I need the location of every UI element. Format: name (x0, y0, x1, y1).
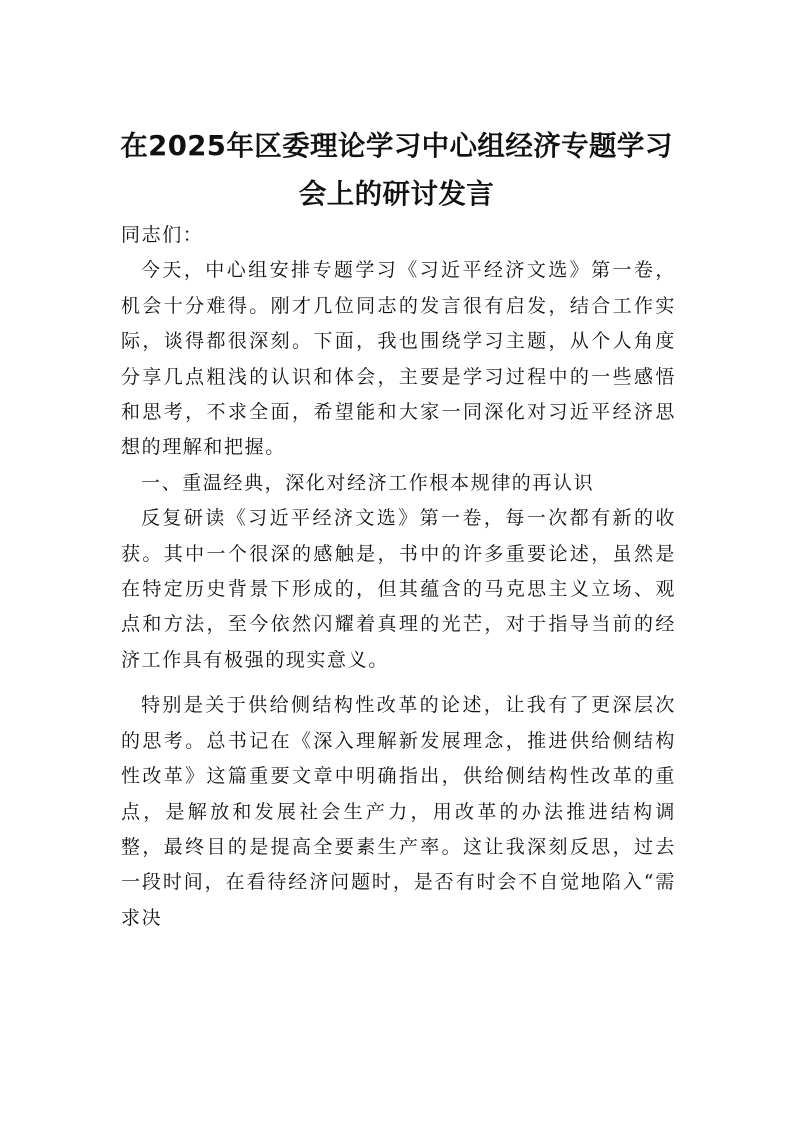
section-heading-1: 一、重温经典，深化对经济工作根本规律的再认识 (141, 471, 595, 494)
paragraph-reflection: 反复研读《习近平经济文选》第一卷，每一次都有新的收获。其中一个很深的感触是，书中的许多重要论述，虽然是在特定历史背景下形成的，但其蕴含的马克思主义立场、观点和方法，至今依然闪耀着真理的光芒，对于指导当前的经济工作具有极强的现实意义。 (121, 507, 676, 671)
document-body (121, 218, 676, 936)
paragraph-supply-side: 特别是关于供给侧结构性改革的论述，让我有了更深层次的思考。总书记在《深入理解新发展理念，推进供给侧结构性改革》这篇重要文章中明确指出，供给侧结构性改革的重点，是解放和发展社会生产力，用改革的办法推进结构调整，最终目的是提高全要素生产率。这让我深刻反思，过去一段时间，在看待经济问题时，是否有时会不自觉地陷入“需求决 (121, 694, 676, 929)
document-title: 在2025年区委理论学习中心组经济专题学习会上的研讨发言 (120, 130, 673, 210)
salutation: 同志们： (121, 224, 204, 246)
paragraph-intro: 今天，中心组安排专题学习《习近平经济文选》第一卷，机会十分难得。刚才几位同志的发言很有启发，结合工作实际，谈得都很深刻。下面，我也围绕学习主题，从个人角度分享几点粗浅的认识和体会，主要是学习过程中的一些感悟和思考，不求全面，希望能和大家一同深化对习近平经济思想的理解和把握。 (121, 259, 676, 459)
